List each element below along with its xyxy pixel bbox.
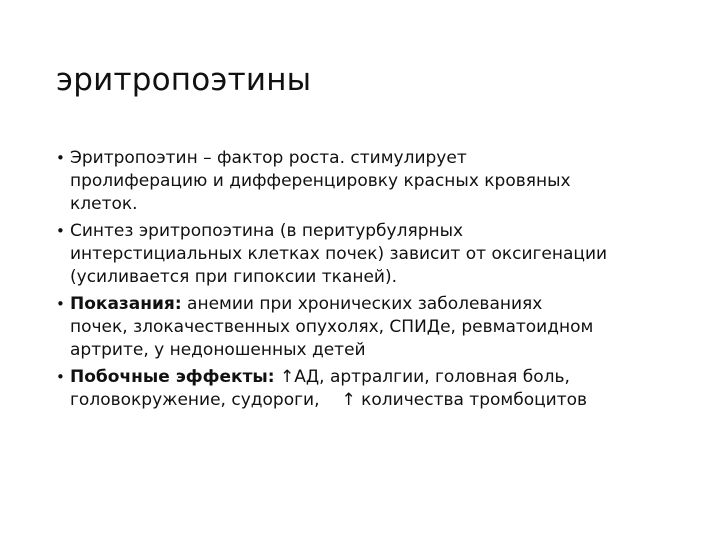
bullet-text: анемии при хронических заболеваниях	[181, 294, 543, 314]
bullet-text-line: клеток.	[70, 194, 138, 214]
bullet-text-line: интерстициальных клетках почек) зависит от оксигенации	[70, 244, 608, 264]
bullet-dot: •	[56, 368, 65, 386]
bullet-first-line	[70, 293, 676, 316]
bullet-dot: •	[56, 149, 65, 167]
slide-title: эритропоэтины	[56, 62, 312, 98]
bullet-second-line	[70, 389, 676, 412]
bullet-text-line: Синтез эритропоэтина (в перитурбулярных	[70, 221, 464, 241]
bullet-item-side-effects	[56, 366, 676, 412]
side-effects-label: Побочные эффекты:	[70, 367, 275, 387]
bullet-item-erythropoietin	[56, 147, 676, 216]
bullet-item-indications	[56, 293, 676, 362]
bullet-text-line: артрите, у недоношенных детей	[70, 340, 366, 360]
bullet-dot: •	[56, 295, 65, 313]
bullet-text-line: Эритропоэтин – фактор роста. стимулирует	[70, 148, 467, 168]
bullet-item-synthesis	[56, 220, 676, 289]
bullet-text: головокружение, судороги,	[70, 390, 320, 410]
indications-label: Показания:	[70, 294, 182, 314]
bullet-text: ↑ количества тромбоцитов	[341, 390, 588, 410]
bullet-dot: •	[56, 222, 65, 240]
bullet-text-line: пролиферацию и дифференцировку красных кровяных	[70, 171, 571, 191]
bullet-text: ↑АД, артралгии, головная боль,	[274, 367, 570, 387]
bullet-text-line: почек, злокачественных опухолях, СПИДе, ревматоидном	[70, 317, 594, 337]
bullet-text-line: (усиливается при гипоксии тканей).	[70, 267, 397, 287]
bullet-list	[56, 147, 676, 416]
bullet-first-line	[70, 366, 676, 389]
